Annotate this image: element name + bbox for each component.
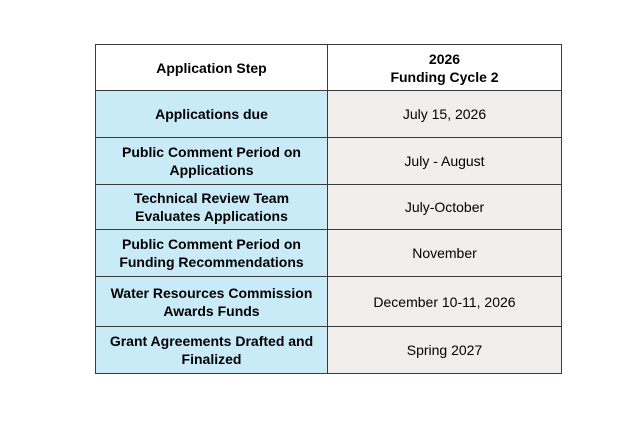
header-funding-cycle bbox=[328, 45, 562, 91]
header-cycle-name: Funding Cycle 2 bbox=[390, 68, 499, 85]
table-row bbox=[96, 327, 562, 374]
step-cell: Public Comment Period on Applications bbox=[96, 138, 328, 185]
date-cell: July - August bbox=[328, 138, 562, 185]
date-cell: December 10-11, 2026 bbox=[328, 277, 562, 327]
date-cell: July 15, 2026 bbox=[328, 91, 562, 138]
funding-schedule-table bbox=[95, 44, 562, 374]
table-row bbox=[96, 91, 562, 138]
step-cell: Grant Agreements Drafted and Finalized bbox=[96, 327, 328, 374]
table-header-row bbox=[96, 45, 562, 91]
step-cell: Applications due bbox=[96, 91, 328, 138]
step-cell: Public Comment Period on Funding Recommendations bbox=[96, 230, 328, 277]
table-row bbox=[96, 230, 562, 277]
step-cell: Technical Review Team Evaluates Applications bbox=[96, 185, 328, 230]
table-row bbox=[96, 185, 562, 230]
header-cycle-year: 2026 bbox=[428, 50, 461, 67]
step-cell: Water Resources Commission Awards Funds bbox=[96, 277, 328, 327]
date-cell: November bbox=[328, 230, 562, 277]
date-cell: July-October bbox=[328, 185, 562, 230]
date-cell: Spring 2027 bbox=[328, 327, 562, 374]
header-application-step: Application Step bbox=[96, 45, 328, 91]
table-row bbox=[96, 138, 562, 185]
table-row bbox=[96, 277, 562, 327]
